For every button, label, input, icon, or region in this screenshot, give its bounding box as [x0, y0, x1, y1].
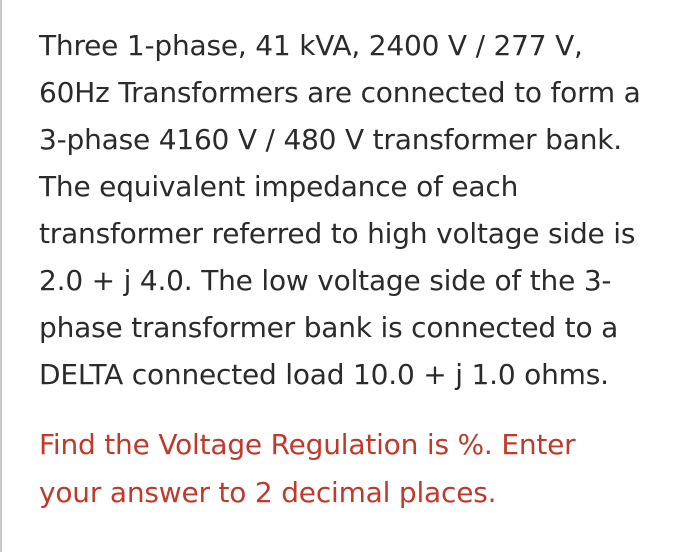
problem-line: 2.0 + j 4.0. The low voltage side of the 3-	[39, 264, 612, 297]
problem-line: DELTA connected load 10.0 + j 1.0 ohms.	[39, 358, 609, 391]
problem-line: 60Hz Transformers are connected to form a	[39, 76, 641, 109]
instruction-line: your answer to 2 decimal places.	[39, 476, 497, 509]
problem-line: transformer referred to high voltage side is	[39, 217, 636, 250]
problem-line: The equivalent impedance of each	[39, 170, 519, 203]
problem-statement	[39, 22, 679, 398]
instruction-line: Find the Voltage Regulation is %. Enter	[39, 428, 576, 461]
answer-instruction	[39, 421, 679, 517]
problem-line: 3-phase 4160 V / 480 V transformer bank.	[39, 123, 622, 156]
problem-line: phase transformer bank is connected to a	[39, 311, 619, 344]
problem-line: Three 1-phase, 41 kVA, 2400 V / 277 V,	[39, 29, 583, 62]
